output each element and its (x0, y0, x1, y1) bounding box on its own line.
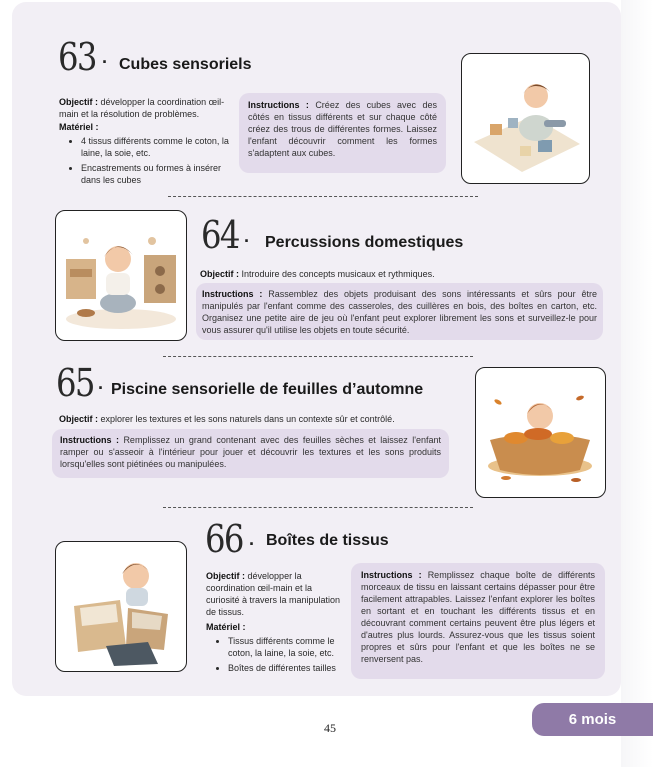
instructions-label: Instructions : (202, 289, 263, 299)
instructions-text: Rassemblez des objets produisant des sons intéressants et sûrs pour être manipulés par l'enfant comme des casseroles, des cuillères en bois, des boîtes en carton, etc. Organisez une petite aire de jeu où l'enfant peut explorer librement les sons et surveillez-le pour vous assurer qu'il utilise les objets en toute sécurité. (202, 289, 597, 335)
activity-65-objective (59, 413, 459, 425)
instructions-text: Remplissez un grand contenant avec des feuilles sèches et laissez l'enfant ramper ou s'asseoir à l'intérieur pour jouer et découvrir les textures et les sons produits lorsqu'elles sont piétinées ou manipulées. (60, 435, 441, 469)
material-item: • Encastrements ou formes à insérer dans les cubes (81, 162, 229, 186)
section-divider (163, 507, 473, 508)
instructions-label: Instructions : (248, 100, 309, 110)
material-item: • Tissus différents comme le coton, la laine, la soie, etc. (228, 635, 346, 659)
page-edge (621, 0, 653, 767)
activity-66-title: Boîtes de tissus (266, 532, 389, 549)
section-divider (163, 356, 473, 357)
number-dot: · (98, 378, 104, 398)
instructions-text: Créez des cubes avec des côtés en tissus différents et sur chaque côté créez des trous de différentes formes. Laissez l'enfant découvrir comment les formes s'adaptent aux cubes. (248, 100, 437, 158)
activity-65-instructions (52, 429, 449, 478)
material-label: Matériel : (59, 122, 99, 132)
child-leaves-illustration (476, 368, 605, 497)
activity-66-instructions (351, 563, 605, 679)
objective-text: explorer les textures et les sons naturels dans un contexte sûr et contrôlé. (100, 414, 395, 424)
activity-63-number: 63 (58, 35, 96, 79)
number-dot: · (249, 534, 255, 554)
activity-64-instructions (196, 283, 603, 340)
activity-64-objective (200, 268, 600, 280)
objective-label: Objectif : (200, 269, 240, 279)
child-fabric-boxes-illustration (56, 542, 186, 671)
activity-64-title: Percussions domestiques (265, 234, 464, 251)
objective-text: développer la coordination œil-main et la résolution de problèmes. (59, 97, 225, 119)
activity-63-illustration (461, 53, 590, 184)
activity-63-instructions (239, 93, 446, 173)
instructions-label: Instructions : (60, 435, 119, 445)
page-number: 45 (324, 721, 336, 735)
instructions-text: Remplissez chaque boîte de différents morceaux de tissu en laissant certains dépasser pour être facilement attrapables. Laissez l'enfant explorer les boîtes en sortant et en touchant les différents tissus et en découvrant comment certains peuvent être plus légers et d'autres plus lourds. Assurez-vous que les tissus soient propres et sûrs pour l'enfant et que les boîtes ne se renversent pas. (361, 570, 595, 664)
activity-63-title: Cubes sensoriels (119, 56, 252, 73)
objective-label: Objectif : (59, 97, 99, 107)
activity-63-details (59, 96, 229, 189)
activity-65-title: Piscine sensorielle de feuilles d’automne (111, 381, 424, 398)
objective-label: Objectif : (206, 571, 246, 581)
activity-66-number: 66 (205, 517, 243, 561)
activity-64-number: 64 (201, 213, 239, 257)
activity-66-materials (206, 635, 346, 674)
material-item: • Boîtes de différentes tailles (228, 662, 346, 674)
material-label: Matériel : (206, 622, 246, 632)
child-cubes-illustration (462, 54, 589, 183)
activity-66-details (206, 570, 346, 677)
child-percussion-illustration (56, 211, 186, 340)
activity-66-objective (206, 570, 346, 618)
instructions-label: Instructions : (361, 570, 422, 580)
activity-63-materials (59, 135, 229, 186)
activity-65-number: 65 (56, 361, 94, 405)
objective-text: développer la coordination œil-main et la curiosité à travers la manipulation de tissus. (206, 571, 341, 617)
objective-label: Objectif : (59, 414, 99, 424)
age-tab: 6 mois (532, 703, 653, 736)
number-dot: · (102, 52, 108, 72)
activity-64-illustration (55, 210, 187, 341)
objective-text: Introduire des concepts musicaux et rythmiques. (241, 269, 435, 279)
material-item: • 4 tissus différents comme le coton, la laine, la soie, etc. (81, 135, 229, 159)
section-divider (168, 196, 478, 197)
activity-63-objective (59, 96, 229, 120)
number-dot: · (244, 231, 250, 251)
activity-65-illustration (475, 367, 606, 498)
activity-66-illustration (55, 541, 187, 672)
